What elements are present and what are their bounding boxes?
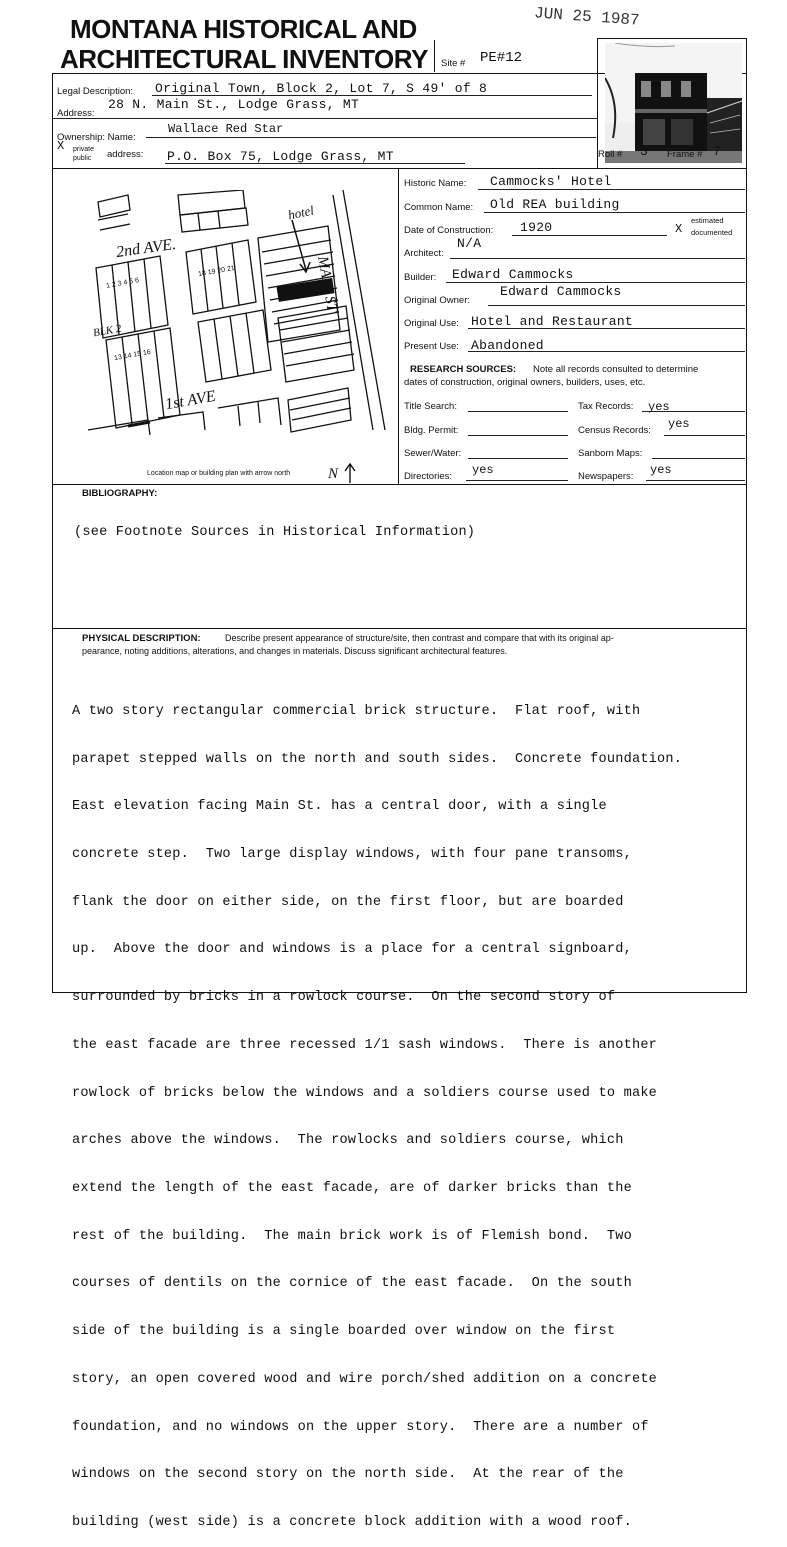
description-line: concrete step. Two large display windows, with four pane transoms,: [72, 846, 632, 862]
description-line: foundation, and no windows on the upper story. There are a number of: [72, 1419, 649, 1435]
map-label-hotel: hotel: [286, 202, 316, 223]
tax-records-value: yes: [648, 400, 670, 414]
research-note-line1: Note all records consulted to determine: [533, 364, 699, 375]
tax-records-underline: [642, 411, 745, 412]
rule-above-physical: [52, 628, 747, 629]
date-of-construction-value: 1920: [520, 220, 553, 235]
date-underline: [512, 235, 667, 236]
site-label: Site #: [441, 58, 466, 69]
title-search-underline: [468, 411, 568, 412]
historic-name-underline: [478, 189, 745, 190]
original-owner-value: Edward Cammocks: [500, 284, 622, 299]
builder-underline: [446, 282, 745, 283]
description-line: rest of the building. The main brick work is of Flemish bond. Two: [72, 1228, 632, 1244]
description-line: East elevation facing Main St. has a central door, with a single: [72, 799, 607, 815]
present-use-label: Present Use:: [404, 341, 459, 352]
description-line: surrounded by bricks in a rowlock course. On the second story of: [72, 990, 616, 1006]
map-divider: [398, 168, 399, 484]
form-title-line1: MONTANA HISTORICAL AND: [70, 14, 417, 44]
private-label: private: [73, 146, 95, 153]
common-name-label: Common Name:: [404, 202, 474, 213]
site-value: PE#12: [480, 50, 523, 66]
sanborn-maps-label: Sanborn Maps:: [578, 448, 643, 459]
address-rule: [52, 118, 597, 119]
frame-value: 7: [713, 144, 721, 159]
original-use-label: Original Use:: [404, 318, 459, 329]
legal-description-label: Legal Description:: [57, 86, 134, 97]
bldg-permit-label: Bldg. Permit:: [404, 425, 459, 436]
description-line: rowlock of bricks below the windows and a soldiers course used to make: [72, 1085, 658, 1101]
description-line: side of the building is a single boarded over window on the first: [72, 1324, 616, 1340]
sanborn-maps-underline: [652, 458, 745, 459]
roll-value: 3: [640, 144, 648, 159]
lot-numbers-a: 1 2 3 4 5 6: [105, 277, 140, 290]
physical-description-text: [72, 672, 762, 1547]
owner-address-underline: [165, 163, 465, 164]
description-line: extend the length of the east facade, are of darker bricks than the: [72, 1181, 632, 1196]
common-name-value: Old REA building: [490, 197, 620, 212]
original-owner-underline: [488, 305, 745, 306]
description-line: windows on the second story on the north side. At the rear of the: [72, 1467, 624, 1483]
date-of-construction-label: Date of Construction:: [404, 225, 494, 236]
private-mark: X: [57, 139, 65, 153]
census-records-value: yes: [668, 417, 690, 431]
lot-numbers-b: 18 19 20 21: [197, 264, 236, 279]
map-label-2nd-ave: 2nd AVE.: [115, 235, 178, 262]
bibliography-text: (see Footnote Sources in Historical Information): [74, 525, 476, 540]
description-line: flank the door on either side, on the first floor, but are boarded: [72, 894, 624, 910]
present-use-underline: [468, 351, 745, 352]
research-sources-heading: RESEARCH SOURCES:: [410, 364, 517, 375]
documented-mark: X: [675, 222, 683, 236]
lot-numbers-c: 13 14 15 16: [113, 348, 152, 363]
tax-records-label: Tax Records:: [578, 401, 634, 412]
research-note-line2: dates of construction, original owners, builders, uses, etc.: [404, 377, 646, 388]
photo-box-top: [597, 38, 747, 39]
common-name-underline: [484, 212, 745, 213]
owner-address-label: address:: [107, 149, 144, 160]
newspapers-value: yes: [650, 463, 672, 477]
north-arrow-icon: [342, 462, 358, 484]
date-stamp: JUN 25 1987: [533, 4, 641, 30]
legal-underline: [152, 95, 592, 96]
owner-address-value: P.O. Box 75, Lodge Grass, MT: [167, 149, 394, 164]
description-line: courses of dentils on the cornice of the east facade. On the south: [72, 1276, 632, 1292]
sewer-water-underline: [468, 458, 568, 459]
ownership-label: Ownership: Name:: [57, 132, 136, 143]
location-map: [88, 190, 393, 440]
legal-description-value: Original Town, Block 2, Lot 7, S 49' of 8: [155, 81, 488, 96]
description-line: parapet stepped walls on the north and south sides. Concrete foundation.: [72, 751, 683, 767]
building-photo: [605, 43, 742, 163]
rule-under-ownership: [52, 168, 747, 169]
map-label-block: BLK 2: [92, 322, 123, 340]
original-use-value: Hotel and Restaurant: [471, 314, 634, 329]
physical-instructions-line1: Describe present appearance of structure/site, then contrast and compare that with its original ap-: [225, 633, 614, 643]
physical-description-heading: PHYSICAL DESCRIPTION:: [82, 633, 201, 644]
description-line: the east facade are three recessed 1/1 sash windows. There is another: [72, 1037, 658, 1053]
sewer-water-label: Sewer/Water:: [404, 448, 462, 459]
description-line: story, an open covered wood and wire porch/shed addition on a concrete: [72, 1371, 658, 1387]
directories-value: yes: [472, 463, 494, 477]
newspapers-label: Newspapers:: [578, 471, 634, 482]
frame-label: Frame #: [667, 149, 703, 160]
architect-label: Architect:: [404, 248, 444, 259]
architect-value: N/A: [457, 236, 482, 251]
physical-instructions-line2: pearance, noting additions, alterations, and changes in materials. Discuss significant architectural features.: [82, 646, 508, 656]
map-label-1st-ave: 1st AVE: [163, 387, 217, 414]
original-owner-label: Original Owner:: [404, 295, 470, 306]
form-title-line2: ARCHITECTURAL INVENTORY: [60, 44, 428, 74]
present-use-value: Abandoned: [471, 338, 544, 353]
census-records-label: Census Records:: [578, 425, 651, 436]
site-box-divider: [434, 40, 435, 72]
historic-name-value: Cammocks' Hotel: [490, 174, 612, 189]
directories-underline: [466, 480, 568, 481]
bldg-permit-underline: [468, 435, 568, 436]
map-caption: Location map or building plan with arrow north: [147, 470, 291, 477]
description-line: A two story rectangular commercial brick structure. Flat roof, with: [72, 703, 641, 719]
estimated-label: estimated: [691, 216, 724, 225]
description-line: building (west side) is a concrete block addition with a wood roof.: [72, 1515, 632, 1531]
map-label-main-st: MAIN ST: [314, 255, 340, 314]
frame-left: [52, 73, 53, 993]
owner-underline: [146, 137, 596, 138]
address-value: 28 N. Main St., Lodge Grass, MT: [108, 97, 360, 112]
owner-name: Wallace Red Star: [168, 122, 284, 136]
builder-label: Builder:: [404, 272, 437, 283]
builder-value: Edward Cammocks: [452, 267, 574, 282]
roll-label: Roll #: [598, 149, 623, 160]
historic-name-label: Historic Name:: [404, 178, 467, 189]
bibliography-heading: BIBLIOGRAPHY:: [82, 488, 158, 499]
rule-above-bibliography: [52, 484, 747, 485]
directories-label: Directories:: [404, 471, 453, 482]
documented-label: documented: [691, 228, 733, 237]
census-records-underline: [664, 435, 745, 436]
title-search-label: Title Search:: [404, 401, 457, 412]
public-label: public: [73, 155, 92, 162]
architect-underline: [450, 258, 745, 259]
description-line: arches above the windows. The rowlocks and soldiers course, which: [72, 1133, 624, 1149]
north-label: N: [328, 466, 339, 482]
newspapers-underline: [646, 480, 745, 481]
address-label: Address:: [57, 108, 95, 119]
description-line: up. Above the door and windows is a place for a central signboard,: [72, 942, 632, 958]
original-use-underline: [468, 328, 745, 329]
